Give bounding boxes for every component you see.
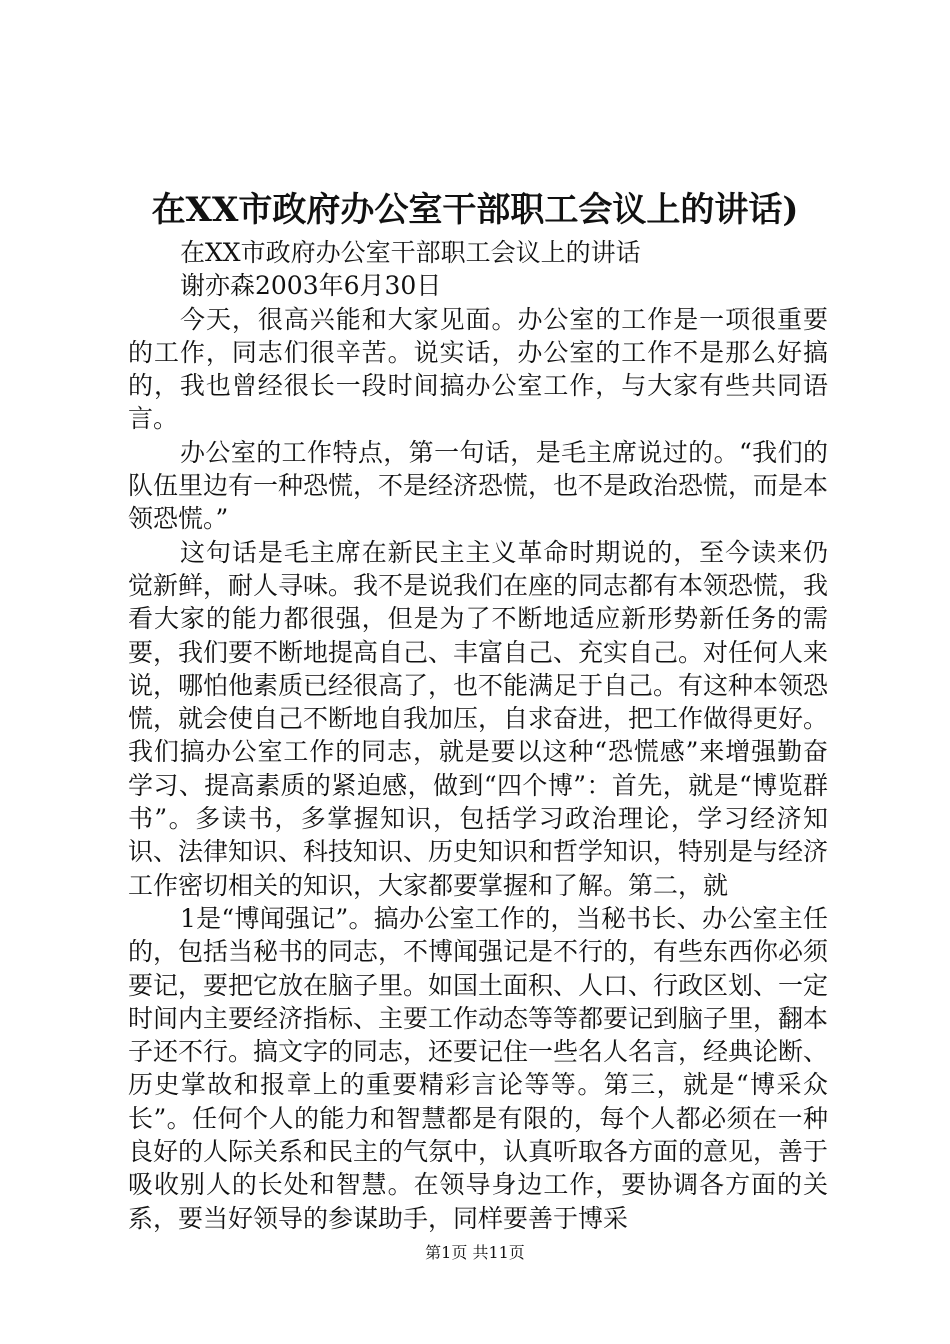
document-body <box>128 236 828 1235</box>
author-date-paragraph: 谢亦森2003年6月30日 <box>180 271 442 301</box>
document-title: 在XX市政府办公室干部职工会议上的讲话) <box>151 190 799 230</box>
page-number-footer: 第1页 共11页 <box>425 1243 525 1262</box>
body-paragraph: 办公室的工作特点，第一句话，是毛主席说过的。“我们的队伍里边有一种恐慌，不是经济恐慌，也不是政治恐慌，而是本领恐慌。” <box>128 437 829 534</box>
body-paragraph: 这句话是毛主席在新民主主义革命时期说的，至今读来仍觉新鲜，耐人寻味。我不是说我们在座的同志都有本领恐慌，我看大家的能力都很强，但是为了不断地适应新形势新任务的需要，我们要不断地提高自己、丰富自己、充实自己。对任何人来说，哪怕他素质已经很高了，也不能满足于自己。有这种本领恐慌，就会使自己不断地自我加压，自求奋进，把工作做得更好。我们搞办公室工作的同志，就是要以这种“恐慌感”来增强勤奋学习、提高素质的紧迫感，做到“四个博”：首先，就是“博览群书”。多读书，多掌握知识，包括学习政治理论，学习经济知识、法律知识、科技知识、历史知识和哲学知识，特别是与经济工作密切相关的知识，大家都要掌握和了解。第二，就 <box>128 537 829 900</box>
subtitle-paragraph: 在XX市政府办公室干部职工会议上的讲话 <box>180 238 641 267</box>
body-paragraph: 今天，很高兴能和大家见面。办公室的工作是一项很重要的工作，同志们很辛苦。说实话，办公室的工作不是那么好搞的，我也曾经很长一段时间搞办公室工作，与大家有些共同语言。 <box>128 304 828 434</box>
body-paragraph: 1是“博闻强记”。搞办公室工作的，当秘书长、办公室主任的，包括当秘书的同志，不博闻强记是不行的，有些东西你必须要记，要把它放在脑子里。如国土面积、人口、行政区划、一定时间内主要经济指标、主要工作动态等等都要记到脑子里，翻本子还不行。搞文字的同志，还要记住一些名人名言，经典论断、历史掌故和报章上的重要精彩言论等等。第三，就是“博采众长”。任何个人的能力和智慧都是有限的，每个人都必须在一种良好的人际关系和民主的气氛中，认真听取各方面的意见，善于吸收别人的长处和智慧。在领导身边工作，要协调各方面的关系，要当好领导的参谋助手，同样要善于博采 <box>128 903 829 1233</box>
